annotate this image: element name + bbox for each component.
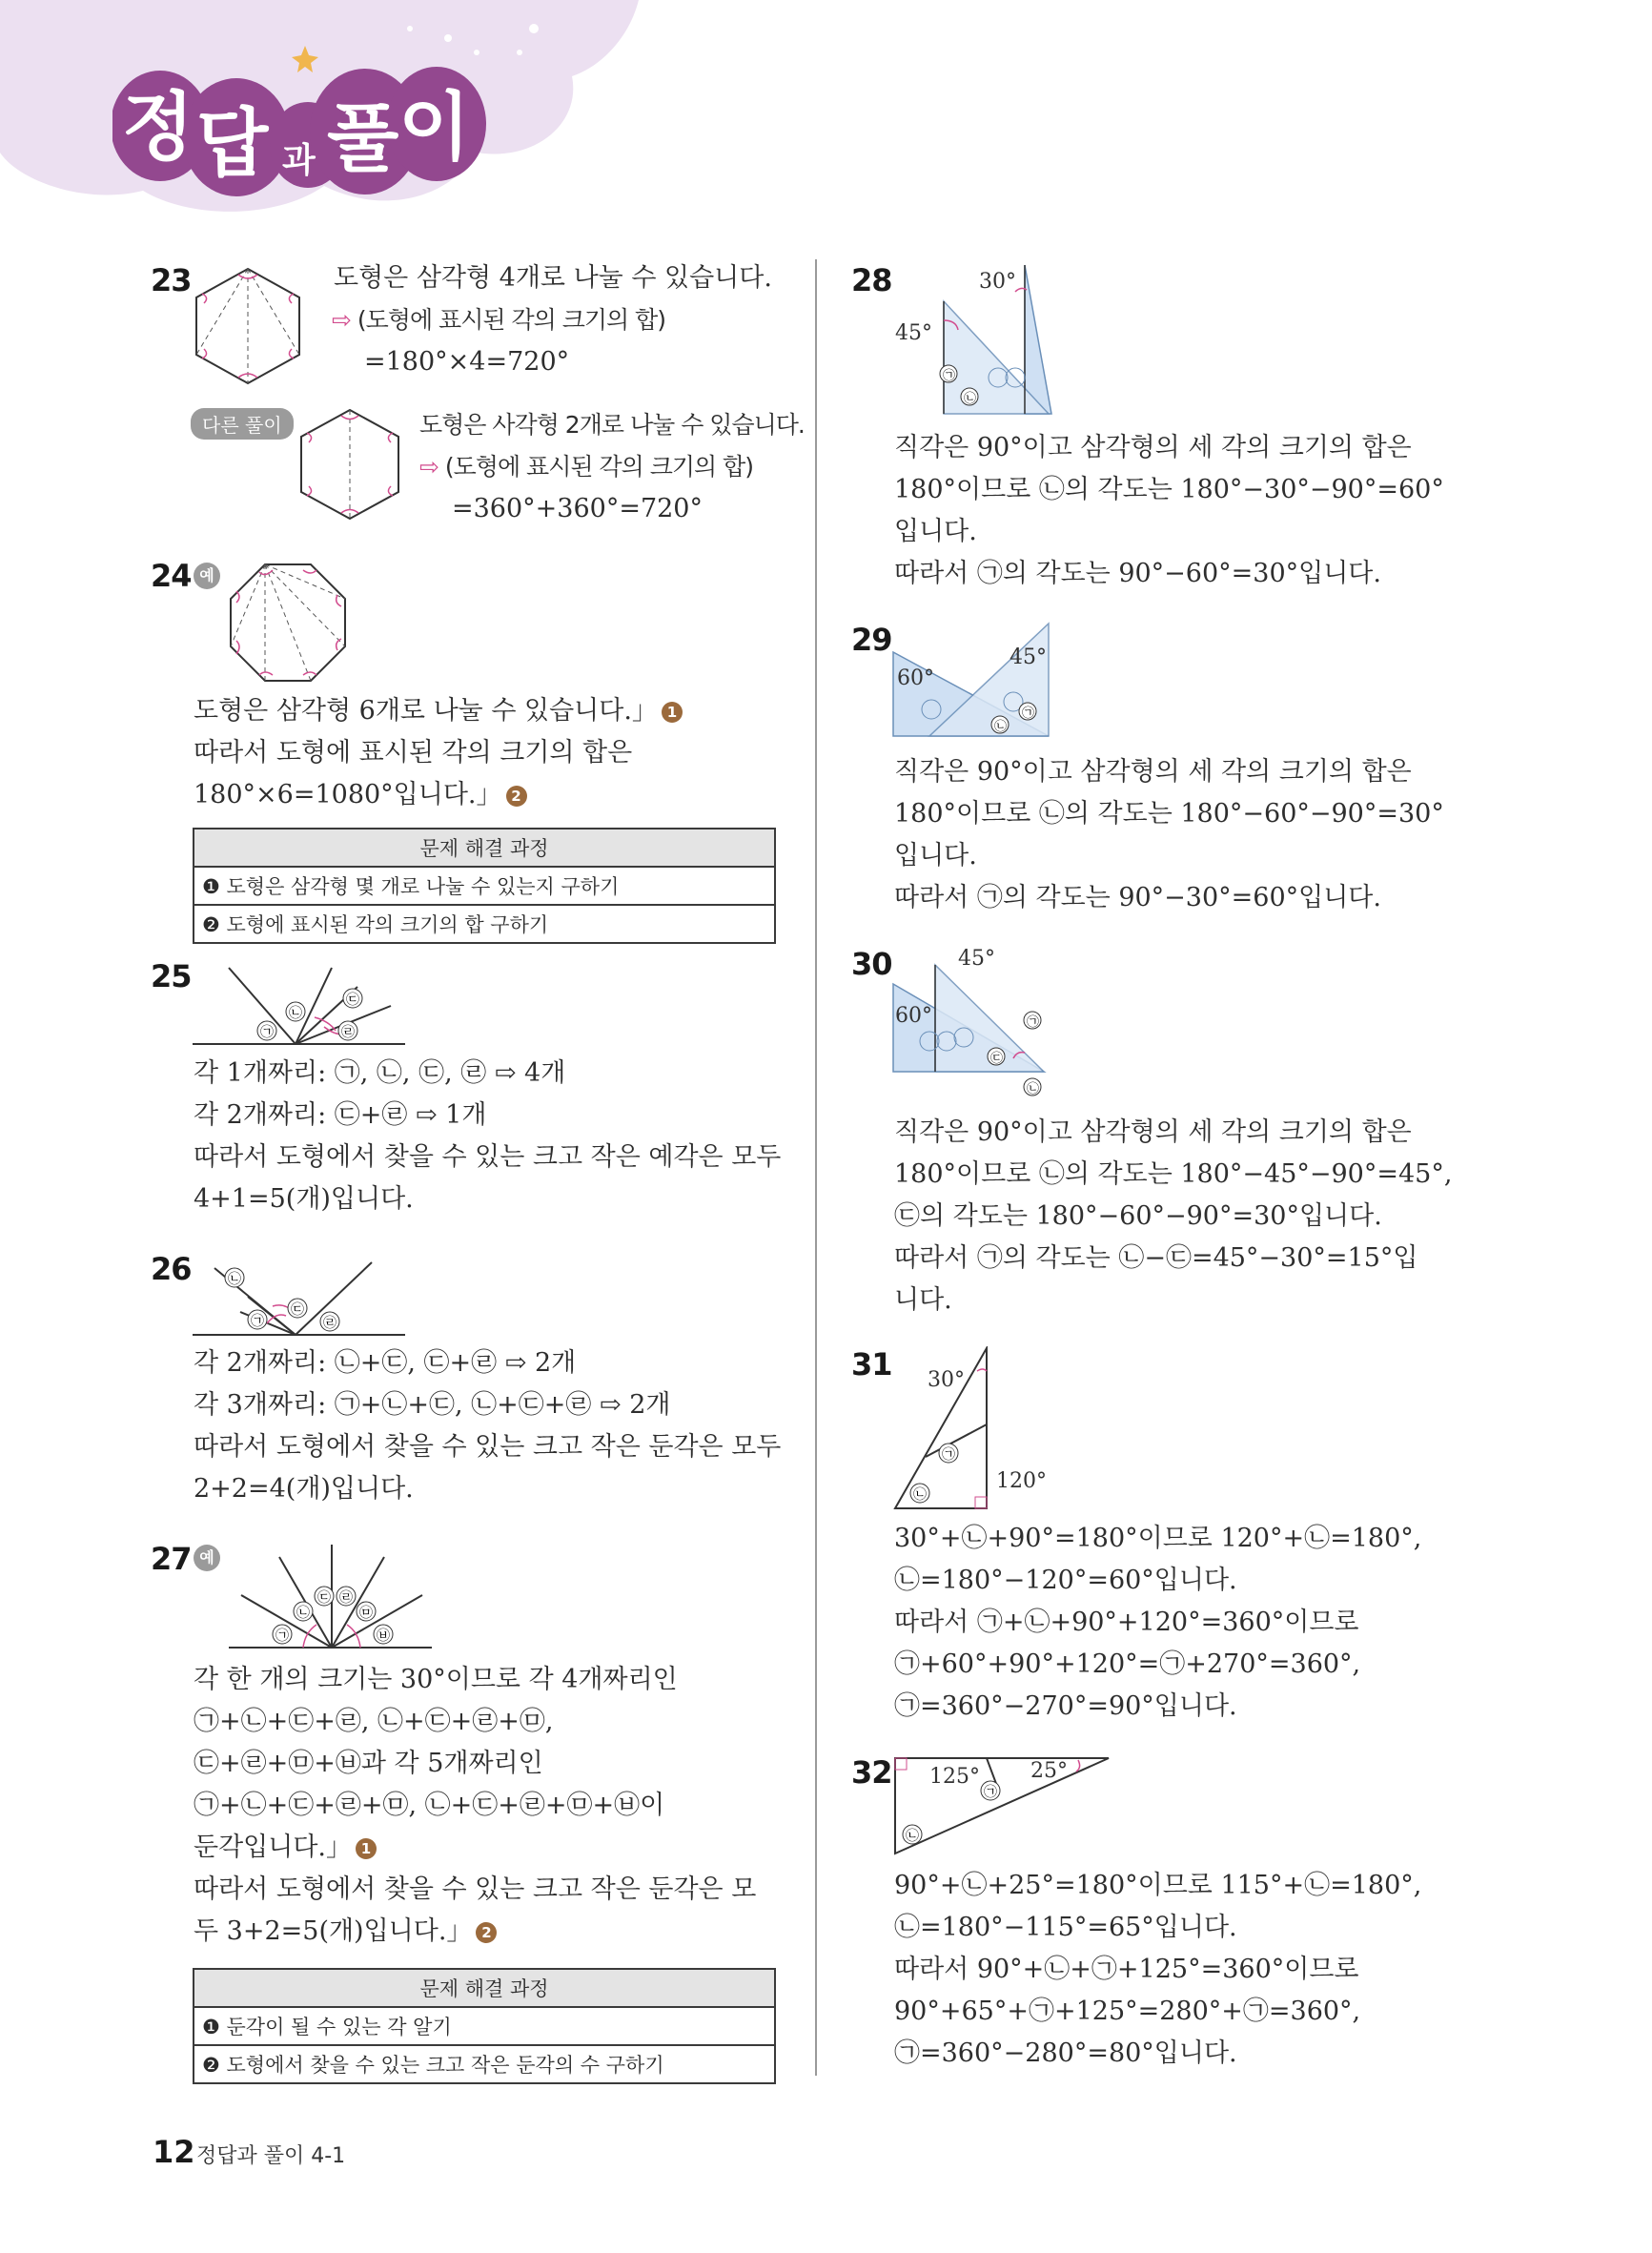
p25-line-4: 4+1=5(개)입니다. (194, 1184, 414, 1214)
title-char-2: 답 (196, 100, 269, 187)
title-char-small: 과 (282, 140, 316, 180)
p23-alt-line-2 (419, 446, 753, 488)
label-r: ㉣ (339, 1590, 353, 1606)
label-g: ㉠ (1027, 1015, 1040, 1030)
example-badge: 예 (194, 563, 220, 589)
p27-line-6: 따라서 도형에서 찾을 수 있는 크고 작은 둔각은 모 (194, 1874, 757, 1904)
label-g: ㉠ (251, 1314, 264, 1329)
p26-line-1: 각 2개짜리: ㉡+㉢, ㉢+㉣ ⇨ 2개 (194, 1348, 577, 1378)
title-char-3: 풀 (327, 95, 399, 182)
label-g: ㉠ (260, 1025, 274, 1040)
p27-line-5-text: 둔각입니다.」 (194, 1833, 352, 1862)
p27-line-5 (194, 1827, 377, 1869)
p27-line-2: ㉠+㉡+㉢+㉣, ㉡+㉢+㉣+㉤, (194, 1707, 554, 1736)
p25-line-1: 각 1개짜리: ㉠, ㉡, ㉢, ㉣ ⇨ 4개 (194, 1058, 566, 1088)
label-g: ㉠ (984, 1785, 997, 1800)
arrow-icon: ⇨ (419, 453, 438, 481)
problem-28-number: 28 (851, 262, 892, 298)
label-n: ㉡ (1027, 1082, 1040, 1096)
p24-line-3 (194, 774, 527, 816)
p32-line-3: 따라서 90°+㉡+㉠+125°=360°이므로 (894, 1955, 1359, 1984)
p29-line-3: 입니다. (894, 841, 977, 870)
step-mark-2: 2 (506, 786, 527, 807)
table-row: ❶ 둔각이 될 수 있는 각 알기 (194, 2007, 775, 2045)
p25-line-2: 각 2개짜리: ㉢+㉣ ⇨ 1개 (194, 1100, 487, 1130)
example-badge: 예 (194, 1545, 220, 1571)
label-b: ㉥ (377, 1628, 390, 1644)
table-row: ❷ 도형에 표시된 각의 크기의 합 구하기 (194, 905, 775, 943)
angle-60: 60° (897, 666, 934, 690)
p31-line-2: ㉡=180°−120°=60°입니다. (894, 1566, 1237, 1595)
page-number: 12 (153, 2134, 195, 2170)
angle-25: 25° (1030, 1759, 1068, 1783)
label-g: ㉠ (275, 1628, 289, 1644)
step-mark-1: 1 (356, 1838, 377, 1859)
p27-line-3: ㉢+㉣+㉤+㉥과 각 5개짜리인 (194, 1749, 543, 1778)
angle-30: 30° (928, 1368, 965, 1392)
problem-30-number: 30 (851, 946, 892, 982)
p30-line-3: ㉢의 각도는 180°−60°−90°=30°입니다. (894, 1201, 1382, 1231)
p31-line-5: ㉠=360°−270°=90°입니다. (894, 1691, 1237, 1721)
p27-line-1: 각 한 개의 크기는 30°이므로 각 4개짜리인 (194, 1665, 678, 1694)
label-n: ㉡ (964, 392, 977, 406)
angle-125: 125° (929, 1765, 980, 1789)
p28-triangle-figure (891, 263, 1063, 420)
problem-27-number: 27 (151, 1541, 192, 1577)
p23-line-1: 도형은 삼각형 4개로 나눌 수 있습니다. (334, 263, 772, 293)
label-n: ㉡ (228, 1272, 241, 1287)
label-g: ㉠ (943, 369, 956, 383)
problem-25-number: 25 (151, 958, 192, 994)
p23-line-3: =180°×4=720° (364, 347, 570, 377)
label-n: ㉡ (913, 1487, 927, 1503)
p23-alt-line-2-text: (도형에 표시된 각의 크기의 합) (444, 453, 754, 481)
label-n: ㉡ (289, 1006, 302, 1021)
label-g: ㉠ (942, 1447, 955, 1463)
p30-line-2: 180°이므로 ㉡의 각도는 180°−45°−90°=45°, (894, 1159, 1453, 1189)
label-d: ㉢ (990, 1052, 1004, 1066)
p23-line-2-text: (도형에 표시된 각의 크기의 합) (357, 306, 666, 334)
p23-alt-line-3: =360°+360°=720° (452, 494, 703, 523)
label-d: ㉢ (317, 1590, 331, 1606)
column-divider (815, 259, 817, 2076)
p23-alt-line-1: 도형은 사각형 2개로 나눌 수 있습니다. (419, 411, 805, 439)
label-r: ㉣ (341, 1025, 355, 1040)
angle-45: 45° (1010, 645, 1047, 669)
p31-line-3: 따라서 ㉠+㉡+90°+120°=360°이므로 (894, 1608, 1359, 1637)
title-char-1: 정 (122, 84, 194, 171)
p26-line-2: 각 3개짜리: ㉠+㉡+㉢, ㉡+㉢+㉣ ⇨ 2개 (194, 1390, 671, 1420)
angle-45: 45° (958, 947, 995, 971)
p24-line-1-text: 도형은 삼각형 6개로 나눌 수 있습니다.」 (194, 696, 658, 726)
p31-line-4: ㉠+60°+90°+120°=㉠+270°=360°, (894, 1649, 1361, 1679)
p26-angle-figure (191, 1249, 410, 1340)
angle-120: 120° (996, 1469, 1047, 1493)
label-r: ㉣ (323, 1316, 337, 1331)
p23-alt-hexagon-figure (297, 406, 402, 522)
angle-60: 60° (895, 1004, 932, 1028)
table-row: ❶ 도형은 삼각형 몇 개로 나눌 수 있는지 구하기 (194, 867, 775, 905)
p26-line-4: 2+2=4(개)입니다. (194, 1474, 414, 1504)
angle-30: 30° (979, 270, 1016, 294)
p25-angle-figure (191, 958, 410, 1049)
p25-line-3: 따라서 도형에서 찾을 수 있는 크고 작은 예각은 모두 (194, 1142, 782, 1172)
p31-line-1: 30°+㉡+90°=180°이므로 120°+㉡=180°, (894, 1524, 1422, 1553)
title-char-4: 이 (398, 84, 471, 171)
p27-line-7 (194, 1911, 497, 1953)
table-header: 문제 해결 과정 (194, 829, 775, 867)
p28-line-3: 입니다. (894, 517, 977, 546)
problem-24-number: 24 (151, 558, 192, 594)
label-d: ㉢ (291, 1302, 304, 1318)
problem-29-number: 29 (851, 622, 892, 658)
p24-line-3-text: 180°×6=1080°입니다.」 (194, 780, 502, 809)
p32-line-1: 90°+㉡+25°=180°이므로 115°+㉡=180°, (894, 1871, 1422, 1900)
p24-octagon-figure (227, 561, 349, 685)
p32-line-4: 90°+65°+㉠+125°=280°+㉠=360°, (894, 1997, 1361, 2026)
p27-solution-steps-table (193, 1968, 776, 2084)
problem-23-number: 23 (151, 262, 192, 298)
step-mark-1: 1 (662, 702, 683, 723)
step-mark-2: 2 (476, 1922, 497, 1943)
p30-line-1: 직각은 90°이고 삼각형의 세 각의 크기의 합은 (894, 1117, 1412, 1147)
p30-line-5: 니다. (894, 1285, 952, 1315)
p24-line-1 (194, 690, 683, 732)
p30-line-4: 따라서 ㉠의 각도는 ㉡−㉢=45°−30°=15°입 (894, 1243, 1418, 1273)
p32-line-5: ㉠=360°−280°=80°입니다. (894, 2038, 1237, 2068)
p29-triangle-figure (891, 622, 1058, 741)
p32-line-2: ㉡=180°−115°=65°입니다. (894, 1913, 1237, 1942)
p27-angle-figure (227, 1543, 437, 1652)
p26-line-3: 따라서 도형에서 찾을 수 있는 크고 작은 둔각은 모두 (194, 1432, 782, 1462)
book-title: 정답과 풀이 4-1 (196, 2144, 346, 2168)
p23-line-2 (332, 299, 665, 341)
p32-triangle-figure (891, 1754, 1115, 1859)
p31-triangle-figure (891, 1346, 1058, 1513)
label-g: ㉠ (1022, 707, 1035, 721)
table-header: 문제 해결 과정 (194, 1969, 775, 2007)
header-title (112, 50, 494, 202)
p27-line-7-text: 두 3+2=5(개)입니다.」 (194, 1916, 473, 1946)
label-n: ㉡ (994, 720, 1008, 734)
p28-line-2: 180°이므로 ㉡의 각도는 180°−30°−90°=60° (894, 475, 1444, 504)
p27-line-4: ㉠+㉡+㉢+㉣+㉤, ㉡+㉢+㉣+㉤+㉥이 (194, 1791, 665, 1820)
problem-31-number: 31 (851, 1346, 892, 1383)
alt-solution-badge: 다른 풀이 (191, 408, 294, 440)
p29-line-2: 180°이므로 ㉡의 각도는 180°−60°−90°=30° (894, 799, 1444, 829)
p28-line-4: 따라서 ㉠의 각도는 90°−60°=30°입니다. (894, 559, 1381, 588)
label-m: ㉤ (359, 1606, 373, 1621)
problem-32-number: 32 (851, 1754, 892, 1791)
p23-hexagon-figure (191, 265, 305, 387)
p24-line-2: 따라서 도형에 표시된 각의 크기의 합은 (194, 738, 633, 768)
label-d: ㉢ (346, 993, 359, 1008)
label-n: ㉡ (296, 1606, 310, 1621)
p29-line-1: 직각은 90°이고 삼각형의 세 각의 크기의 합은 (894, 757, 1412, 787)
p29-line-4: 따라서 ㉠의 각도는 90°−30°=60°입니다. (894, 883, 1381, 912)
problem-26-number: 26 (151, 1251, 192, 1287)
table-row: ❷ 도형에서 찾을 수 있는 크고 작은 둔각의 수 구하기 (194, 2045, 775, 2083)
p28-line-1: 직각은 90°이고 삼각형의 세 각의 크기의 합은 (894, 433, 1412, 462)
p30-triangle-figure (891, 946, 1063, 1103)
angle-45: 45° (895, 321, 932, 345)
arrow-icon: ⇨ (332, 306, 351, 334)
label-n: ㉡ (906, 1829, 919, 1844)
p24-solution-steps-table (193, 828, 776, 944)
